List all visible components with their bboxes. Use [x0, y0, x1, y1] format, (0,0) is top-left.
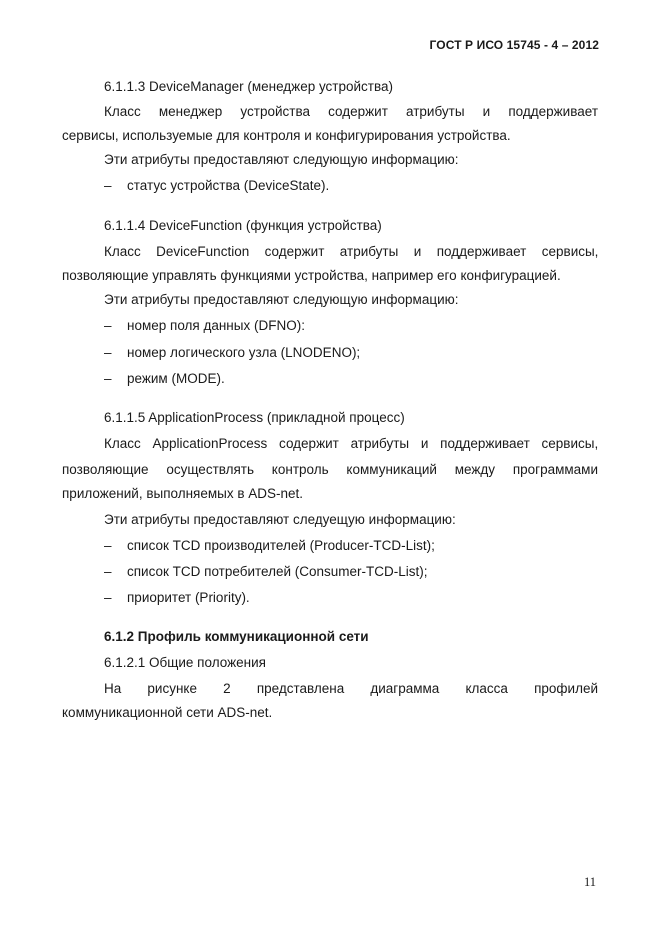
list-item: номер логического узла (LNODENO); — [127, 345, 361, 360]
paragraph-line: приложений, выполняемых в ADS-net. — [62, 486, 304, 501]
section-heading-6115: 6.1.1.5 ApplicationProcess (прикладной процесс) — [104, 410, 405, 425]
subsection-heading-6121: 6.1.2.1 Общие положения — [104, 655, 266, 670]
page-number: 11 — [584, 875, 597, 889]
section-heading-612: 6.1.2 Профиль коммуникационной сети — [104, 629, 369, 644]
list-dash: – — [104, 345, 112, 360]
list-item: список TCD производителей (Producer-TCD-List); — [127, 538, 435, 553]
list-dash: – — [104, 178, 112, 193]
list-dash: – — [104, 318, 112, 333]
paragraph-line: Класс ApplicationProcess содержит атрибуты и поддерживает сервисы, — [104, 436, 599, 451]
paragraph-line: позволяющие управлять функциями устройства, например его конфигурацией. — [62, 268, 561, 283]
list-dash: – — [104, 590, 112, 605]
list-item: список TCD потребителей (Consumer-TCD-List); — [127, 564, 428, 579]
list-intro: Эти атрибуты предоставляют следуещую информацию: — [104, 512, 456, 527]
paragraph-line: Класс DeviceFunction содержит атрибуты и поддерживает сервисы, — [104, 244, 599, 259]
document-header: ГОСТ Р ИСО 15745 - 4 – 2012 — [429, 38, 599, 52]
list-dash: – — [104, 371, 112, 386]
list-item: номер поля данных (DFNO): — [127, 318, 305, 333]
list-item: приоритет (Priority). — [127, 590, 250, 605]
list-intro: Эти атрибуты предоставляют следующую информацию: — [104, 152, 459, 167]
paragraph-line: коммуникационной сети ADS-net. — [62, 705, 273, 720]
list-item: статус устройства (DeviceState). — [127, 178, 330, 193]
list-dash: – — [104, 564, 112, 579]
paragraph-line: Класс менеджер устройства содержит атрибуты и поддерживает — [104, 104, 598, 119]
paragraph-line: позволяющие осуществлять контроль коммуникаций между программами — [62, 462, 598, 477]
list-intro: Эти атрибуты предоставляют следующую информацию: — [104, 292, 459, 307]
section-heading-6113: 6.1.1.3 DeviceManager (менеджер устройства) — [104, 79, 394, 94]
list-item: режим (MODE). — [127, 371, 225, 386]
section-heading-6114: 6.1.1.4 DeviceFunction (функция устройства) — [104, 218, 382, 233]
paragraph-line: сервисы, используемые для контроля и конфигурирования устройства. — [62, 128, 511, 143]
list-dash: – — [104, 538, 112, 553]
paragraph-line: На рисунке 2 представлена диаграмма класса профилей — [104, 681, 598, 696]
